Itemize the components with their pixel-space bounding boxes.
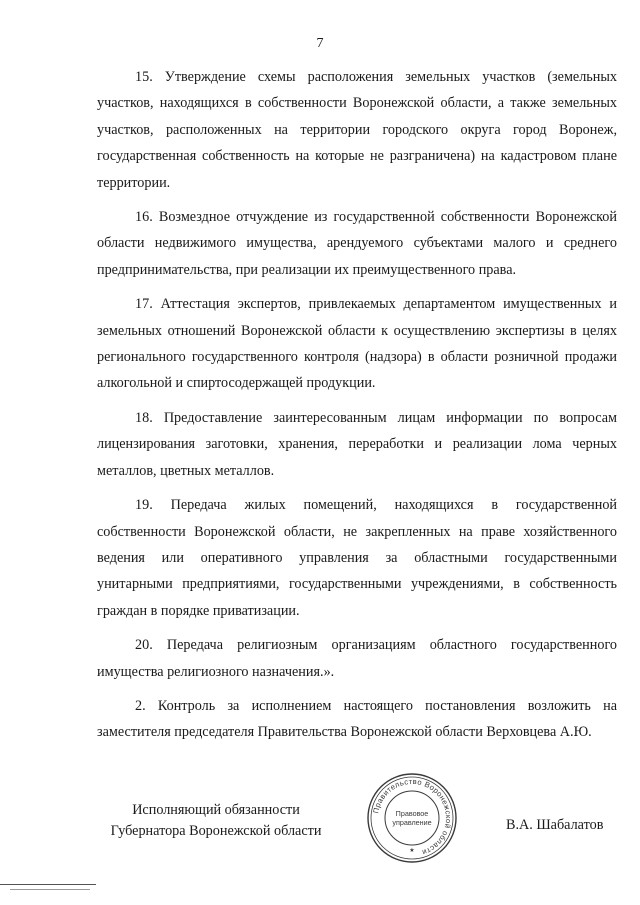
paragraph-20: 20. Передача религиозным организациям областного государственного имущества религиозного назначения.».: [97, 637, 617, 680]
seal-center-line1: Правовое: [395, 809, 429, 818]
seal-center-line2: управление: [392, 818, 432, 827]
paragraph-19: 19. Передача жилых помещений, находящихся в государственной собственности Воронежской области, не закрепленных на праве хозяйственного ведения или оперативного управления за областными государственными унитарными предприятиями, государственными учреждениями, в собственность граждан в порядке приватизации.: [97, 497, 617, 619]
paragraph-17: 17. Аттестация экспертов, привлекаемых департаментом имущественных и земельных отношений Воронежской области к осуществлению экспертизы в целях регионального государственного контроля (надзора) в области розничной продажи алкогольной и спиртосодержащей продукции.: [97, 296, 617, 392]
footer-rule: [0, 884, 96, 885]
signatory-title-line1: Исполняющий обязанности: [132, 802, 300, 818]
signatory-name: В.А. Шабалатов: [506, 817, 604, 833]
footer-rule-secondary: [10, 889, 90, 890]
signature-block: [0, 800, 640, 860]
official-seal-stamp: [366, 772, 458, 864]
paragraph-16: 16. Возмездное отчуждение из государственной собственности Воронежской области недвижимого имущества, арендуемого субъектами малого и среднего предпринимательства, при реализации их преимущественного права.: [97, 209, 617, 278]
paragraph-15: 15. Утверждение схемы расположения земельных участков (земельных участков, находящихся в собственности Воронежской области, а также земельных участков, расположенных на территории городского округа город Воронеж, государственная собственность на которые не разграничена) на кадастровом плане территории.: [97, 69, 617, 191]
page-number: 7: [316, 36, 324, 51]
paragraph-control: 2. Контроль за исполнением настоящего постановления возложить на заместителя председателя Правительства Воронежской области Верховцева А.Ю.: [97, 697, 617, 741]
seal-star-icon: ★: [409, 848, 415, 854]
signatory-title-line2: Губернатора Воронежской области: [110, 823, 322, 839]
paragraph-18: 18. Предоставление заинтересованным лицам информации по вопросам лицензирования заготовки, хранения, переработки и реализации лома черных металлов, цветных металлов.: [97, 409, 617, 479]
document-body: [97, 64, 617, 746]
seal-ring-text: Правительство Воронежской области: [371, 776, 454, 858]
signatory-title: [96, 800, 336, 842]
